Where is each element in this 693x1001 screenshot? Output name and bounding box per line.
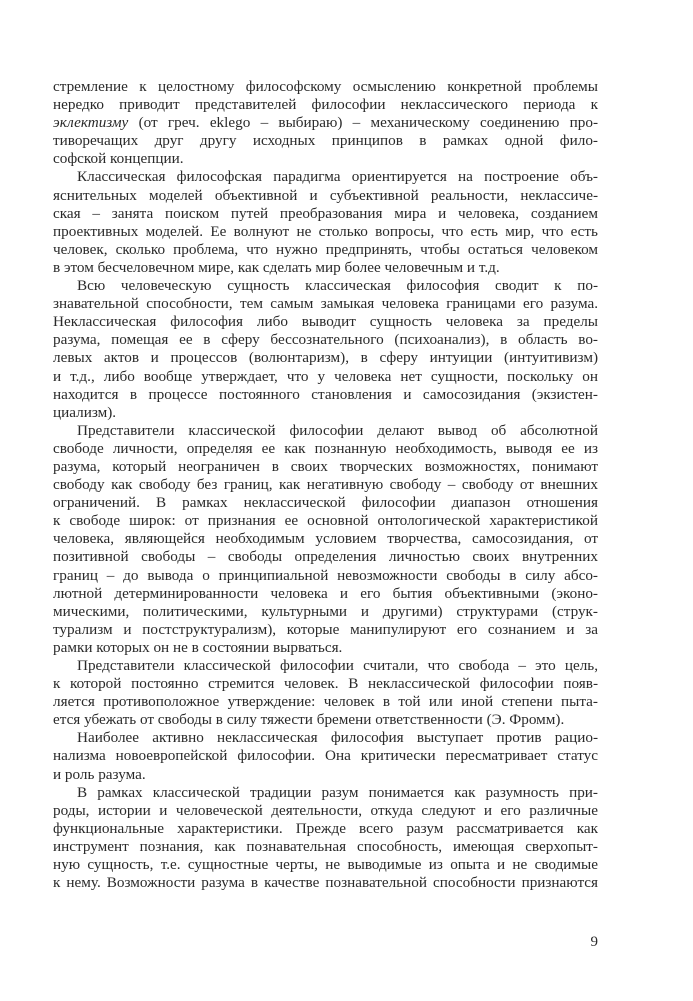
line-text: тиворечащих друг другу исходных принципов в рамках одной фило-	[53, 132, 598, 150]
text-line	[53, 277, 598, 295]
text-line	[53, 621, 598, 639]
line-text: человека, являющейся необходимым условием творчества, самосозидания, от	[53, 530, 598, 548]
text-line	[53, 313, 598, 331]
paragraph	[53, 729, 598, 783]
text-line	[53, 494, 598, 512]
line-text: ную сущность, т.е. сущностные черты, не выводимые из опыта и не сводимые	[53, 856, 598, 874]
text-line	[53, 856, 598, 874]
text-line	[53, 766, 598, 784]
text-line	[53, 675, 598, 693]
text-line	[53, 331, 598, 349]
text-line	[53, 404, 598, 422]
line-text: границ – до вывода о принципиальной невозможности свободы в силу абсо-	[53, 566, 598, 584]
text-line	[53, 530, 598, 548]
line-text: Представители классической философии считали, что свобода – это цель,	[77, 657, 598, 674]
line-text: левых актов и процессов (волюнтаризм), в сферу интуиции (интуитивизм)	[53, 349, 598, 367]
line-text: В рамках классической традиции разум понимается как разумность при-	[77, 783, 598, 801]
text-line	[53, 548, 598, 566]
text-line	[53, 820, 598, 838]
text-line	[53, 747, 598, 765]
paragraph	[53, 78, 598, 168]
text-line	[53, 458, 598, 476]
text-line	[53, 114, 598, 132]
text-line	[53, 132, 598, 150]
line-text: знавательной способности, тем самым замыкая человека границами его разума.	[53, 295, 598, 313]
line-text: проективных моделей. Ее волнуют не столько вопросы, что есть мир, что есть	[53, 222, 598, 240]
text-line	[53, 585, 598, 603]
line-text: человек, сколько проблема, что нужно предпринять, чтобы остаться человеком	[53, 240, 598, 258]
line-text: к которой постоянно стремится человек. В неклассической философии появ-	[53, 675, 598, 693]
italic-term: эклектизму	[53, 114, 129, 132]
text-line	[53, 349, 598, 367]
line-text: нализма новоевропейской философии. Она критически пересматривает статус	[53, 747, 598, 765]
line-text: (от греч. eklego – выбираю) – механическому соединению про-	[128, 114, 598, 132]
text-line	[53, 295, 598, 313]
line-text: рамки которых он не в состоянии вырваться.	[53, 638, 343, 656]
line-text: позитивной свободы – свободы определения личностью своих внутренних	[53, 548, 598, 566]
text-line	[53, 96, 598, 114]
line-text: турализм и постструктурализм), которые манипулируют его сознанием и за	[53, 620, 598, 638]
line-text: разума, который неограничен в своих творческих возможностях, понимают	[53, 457, 598, 475]
text-line	[53, 693, 598, 711]
text-line	[53, 368, 598, 386]
text-line	[53, 603, 598, 621]
line-text: в этом бесчеловечном мире, как сделать мир более человечным и т.д.	[53, 258, 500, 276]
paragraph	[53, 168, 598, 277]
paragraph	[53, 657, 598, 729]
line-text: свободу как свободу без границ, как негативную свободу – свободу от внешних	[53, 476, 598, 494]
line-text: Неклассическая философия либо выводит сущность человека за пределы	[53, 313, 598, 331]
paragraph	[53, 277, 598, 422]
text-line	[53, 187, 598, 205]
line-text: мическими, политическими, культурными и другими) структурами (струк-	[53, 602, 598, 620]
text-line	[53, 168, 598, 186]
line-text: ется убежать от свободы в силу тяжести бремени ответственности (Э. Фромм).	[53, 711, 565, 729]
paragraph	[53, 422, 598, 657]
line-text: свободе личности, определяя ее как познанную необходимость, выводя ее из	[53, 439, 598, 457]
text-line	[53, 422, 598, 440]
line-text: Наиболее активно неклассическая философия выступает против рацио-	[77, 729, 598, 747]
line-text: яснительных моделей объективной и субъективной реальности, неклассиче-	[53, 186, 598, 204]
text-line	[53, 567, 598, 585]
line-text: софской концепции.	[53, 150, 184, 168]
line-text: и роль разума.	[53, 765, 146, 783]
text-line	[53, 241, 598, 259]
text-line	[53, 476, 598, 494]
text-line	[53, 78, 598, 96]
text-line	[53, 386, 598, 404]
line-text: к свободе широк: от признания ее основной онтологической характеристикой	[53, 512, 598, 530]
line-text: функциональные характеристики. Прежде всего разум рассматривается как	[53, 819, 598, 837]
text-line	[53, 874, 598, 892]
text-line	[53, 512, 598, 530]
text-line	[53, 711, 598, 729]
line-text: ская – занята поиском путей преобразования мира и человека, созданием	[53, 204, 598, 222]
text-line	[53, 440, 598, 458]
line-text: ляется противоположное утверждение: человек в той или иной степени пыта-	[53, 693, 598, 711]
line-text: и т.д., либо вообще утверждает, что у человека нет сущности, поскольку он	[53, 367, 598, 385]
line-text: Представители классической философии делают вывод об абсолютной	[77, 421, 598, 439]
text-line	[53, 784, 598, 802]
line-text: к нему. Возможности разума в качестве познавательной способности признаются	[53, 874, 598, 892]
line-text: стремление к целостному философскому осмыслению конкретной проблемы	[53, 78, 598, 95]
text-line	[53, 639, 598, 657]
line-text: инструмент познания, как познавательная способность, имеющая сверхопыт-	[53, 837, 598, 855]
line-text: циализм).	[53, 403, 117, 421]
text-line	[53, 657, 598, 675]
line-text: разума, помещая ее в сферу бессознательного (психоанализ), в область во-	[53, 331, 598, 349]
text-line	[53, 838, 598, 856]
line-text: находится в процессе постоянного становления и самосозидания (экзистен-	[53, 385, 598, 403]
page-number: 9	[590, 934, 598, 950]
line-text: нередко приводит представителей философии неклассического периода к	[53, 96, 598, 114]
text-line	[53, 150, 598, 168]
text-line	[53, 223, 598, 241]
line-text: Классическая философская парадигма ориентируется на построение объ-	[77, 168, 598, 186]
text-line	[53, 729, 598, 747]
text-line	[53, 802, 598, 820]
line-text: лютной детерминированности человека и его бытия объективными (эконо-	[53, 584, 598, 602]
page-body-text	[53, 78, 598, 892]
paragraph	[53, 784, 598, 893]
line-text: ограничений. В рамках неклассической философии диапазон отношения	[53, 494, 598, 512]
text-line	[53, 205, 598, 223]
line-text: Всю человеческую сущность классическая философия сводит к по-	[77, 277, 598, 295]
text-line	[53, 259, 598, 277]
line-text: роды, истории и человеческой деятельности, откуда следуют и его различные	[53, 801, 598, 819]
